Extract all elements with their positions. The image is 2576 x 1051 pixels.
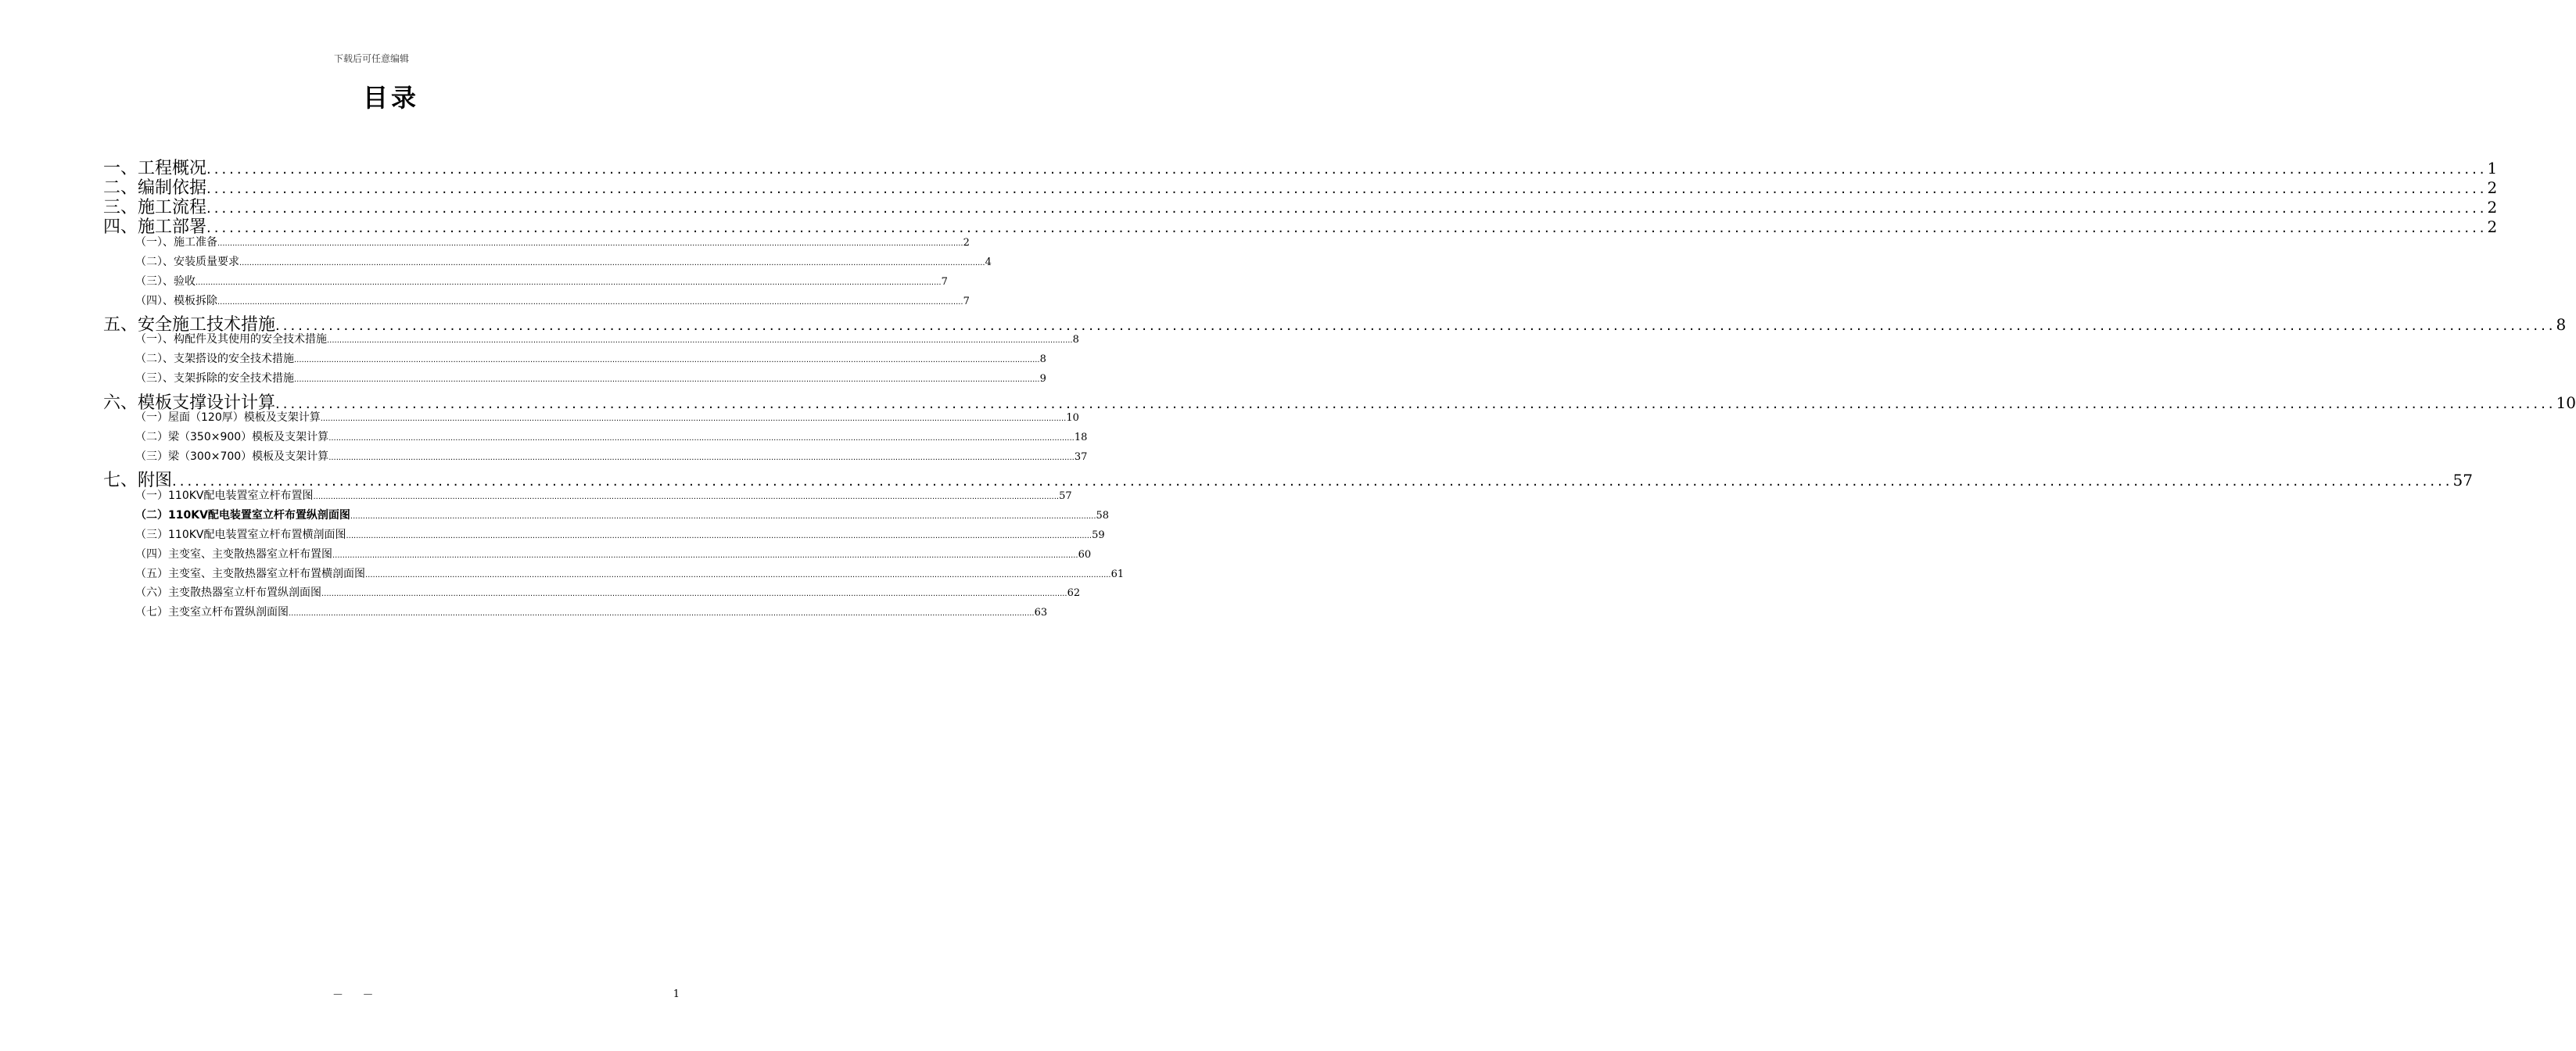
- toc-entry-page: 2: [963, 237, 970, 249]
- toc-leader-dots: ............................................................................................................................................................................................................................................................................................................: [217, 298, 963, 307]
- toc-leader-dots: ............................................................................................................................................................................................................................................................................................................: [275, 317, 2556, 334]
- toc-entry[interactable]: [135, 350, 1046, 370]
- toc-entry[interactable]: [103, 194, 2498, 217]
- toc-entry-page: 2: [2487, 217, 2498, 236]
- toc-leader-dots: ............................................................................................................................................................................................................................................................................................................: [294, 375, 1040, 384]
- toc-entry[interactable]: [135, 604, 1048, 623]
- toc-entry-label: （七）主变室立杆布置纵剖面图: [135, 606, 289, 619]
- toc-entry[interactable]: [135, 584, 1081, 604]
- toc-entry[interactable]: [135, 429, 1088, 448]
- toc-entry-label: 二、编制依据: [103, 178, 207, 198]
- toc-entry-page: 10: [1066, 412, 1079, 424]
- toc-leader-dots: ............................................................................................................................................................................................................................................................................................................: [217, 239, 963, 248]
- toc-leader-dots: ............................................................................................................................................................................................................................................................................................................: [172, 473, 2453, 490]
- header-note: 下载后可任意编辑: [333, 53, 409, 64]
- toc-entry-label: （二）、安装质量要求: [135, 256, 239, 268]
- toc-entry[interactable]: [135, 448, 1088, 468]
- toc-entry-page: 58: [1096, 510, 1110, 522]
- toc-entry-page: 9: [1039, 373, 1046, 385]
- toc-leader-dots: ............................................................................................................................................................................................................................................................................................................: [328, 454, 1075, 462]
- toc-entry-label: （三）、支架拆除的安全技术措施: [135, 372, 294, 385]
- toc-entry-label: 六、模板支撑设计计算: [103, 393, 276, 413]
- toc-leader-dots: ............................................................................................................................................................................................................................................................................................................: [206, 200, 2488, 217]
- toc-entry-label: 三、施工流程: [103, 198, 207, 217]
- toc-entry[interactable]: [135, 273, 948, 292]
- toc-entry-page: 18: [1074, 432, 1088, 443]
- toc-entry[interactable]: [103, 155, 2498, 178]
- toc-leader-dots: ............................................................................................................................................................................................................................................................................................................: [321, 590, 1067, 598]
- toc-entry-label: （六）主变散热器室立杆布置纵剖面图: [135, 586, 321, 599]
- toc-entry[interactable]: [135, 409, 1079, 429]
- toc-entry-page: 8: [1072, 334, 1079, 346]
- toc-entry-page: 57: [2452, 471, 2473, 490]
- toc-entry-label: （三）、验收: [135, 275, 196, 288]
- toc-entry-page: 10: [2556, 393, 2576, 412]
- toc-entry-label: （一）、施工准备: [135, 236, 217, 249]
- toc-entry-page: 37: [1074, 451, 1088, 463]
- toc-entry-page: 61: [1110, 569, 1125, 580]
- toc-entry[interactable]: [103, 213, 2498, 237]
- toc-entry-page: 2: [2487, 198, 2498, 217]
- footer-dash: － －: [332, 989, 382, 1002]
- toc-entry-page: 8: [1039, 353, 1046, 365]
- toc-entry-label: 五、安全施工技术措施: [103, 315, 276, 335]
- toc-leader-dots: ............................................................................................................................................................................................................................................................................................................: [206, 161, 2488, 178]
- toc-entry-label: （五）主变室、主变散热器室立杆布置横剖面图: [135, 568, 365, 580]
- toc-entry-label: （一）屋面（120厚）模板及支架计算: [135, 411, 321, 424]
- toc-entry[interactable]: [135, 565, 1125, 585]
- toc-entry[interactable]: [135, 234, 970, 253]
- toc-leader-dots: ............................................................................................................................................................................................................................................................................................................: [327, 336, 1073, 345]
- toc-entry-page: 60: [1078, 549, 1092, 561]
- toc-entry-label: （一）、构配件及其使用的安全技术措施: [135, 333, 327, 346]
- toc-entry-label: （三）梁（300×700）模板及支架计算: [135, 450, 329, 463]
- toc-entry-page: 1: [2487, 159, 2498, 178]
- footer-page-number: 1: [673, 988, 680, 1000]
- toc-leader-dots: ............................................................................................................................................................................................................................................................................................................: [328, 434, 1075, 443]
- toc-entry-page: 59: [1092, 529, 1105, 541]
- toc-leader-dots: ............................................................................................................................................................................................................................................................................................................: [206, 181, 2488, 197]
- toc-entry-label: 七、附图: [103, 471, 173, 490]
- toc-leader-dots: ............................................................................................................................................................................................................................................................................................................: [320, 414, 1067, 423]
- toc-entry-label: （二）、支架搭设的安全技术措施: [135, 353, 294, 365]
- toc-entry-page: 2: [2487, 178, 2498, 197]
- toc-entry-label: （四）主变室、主变散热器室立杆布置图: [135, 548, 332, 561]
- toc-entry[interactable]: [135, 526, 1105, 546]
- toc-entry-page: 62: [1067, 587, 1081, 599]
- toc-leader-dots: ............................................................................................................................................................................................................................................................................................................: [196, 278, 942, 287]
- toc-leader-dots: ............................................................................................................................................................................................................................................................................................................: [275, 396, 2556, 412]
- toc-leader-dots: ............................................................................................................................................................................................................................................................................................................: [350, 512, 1096, 521]
- toc-entry-page: 57: [1059, 490, 1072, 502]
- toc-entry-page: 7: [941, 276, 948, 288]
- toc-leader-dots: ............................................................................................................................................................................................................................................................................................................: [206, 220, 2488, 236]
- toc-entry-page: 63: [1034, 607, 1048, 619]
- toc-entry-label: 一、工程概况: [103, 159, 207, 178]
- toc-entry-label: （三）110KV配电装置室立杆布置横剖面图: [135, 529, 346, 541]
- toc-entry[interactable]: [103, 467, 2473, 490]
- toc-leader-dots: ............................................................................................................................................................................................................................................................................................................: [332, 551, 1078, 560]
- toc-entry-label: （二）梁（350×900）模板及支架计算: [135, 431, 329, 443]
- toc-entry[interactable]: [103, 174, 2498, 198]
- toc-entry-page: 7: [963, 296, 970, 307]
- toc-entry-page: 4: [985, 256, 992, 268]
- toc-leader-dots: ............................................................................................................................................................................................................................................................................................................: [289, 609, 1035, 618]
- toc-entry-label: （一）110KV配电装置室立杆布置图: [135, 490, 314, 502]
- toc-entry-label: （四）、模板拆除: [135, 295, 217, 307]
- toc-leader-dots: ............................................................................................................................................................................................................................................................................................................: [294, 356, 1040, 364]
- toc-leader-dots: ............................................................................................................................................................................................................................................................................................................: [313, 493, 1060, 501]
- toc-entry-label: 四、施工部署: [103, 217, 207, 237]
- toc-leader-dots: ............................................................................................................................................................................................................................................................................................................: [365, 571, 1111, 579]
- toc-entry[interactable]: [135, 370, 1046, 389]
- toc-entry[interactable]: [135, 292, 970, 312]
- page-title: 目录: [362, 83, 419, 113]
- toc-entry[interactable]: [103, 389, 2576, 413]
- toc-entry[interactable]: [103, 311, 2567, 335]
- toc-entry-label: （二）110KV配电装置室立杆布置纵剖面图: [135, 509, 350, 522]
- toc-entry[interactable]: [135, 546, 1092, 565]
- toc-entry[interactable]: [135, 487, 1072, 507]
- toc-entry-page: 8: [2556, 315, 2567, 334]
- toc-entry[interactable]: [135, 253, 992, 273]
- toc-entry[interactable]: [135, 507, 1110, 526]
- toc-leader-dots: ............................................................................................................................................................................................................................................................................................................: [239, 259, 985, 267]
- toc-leader-dots: ............................................................................................................................................................................................................................................................................................................: [346, 532, 1092, 540]
- toc-entry[interactable]: [135, 331, 1079, 350]
